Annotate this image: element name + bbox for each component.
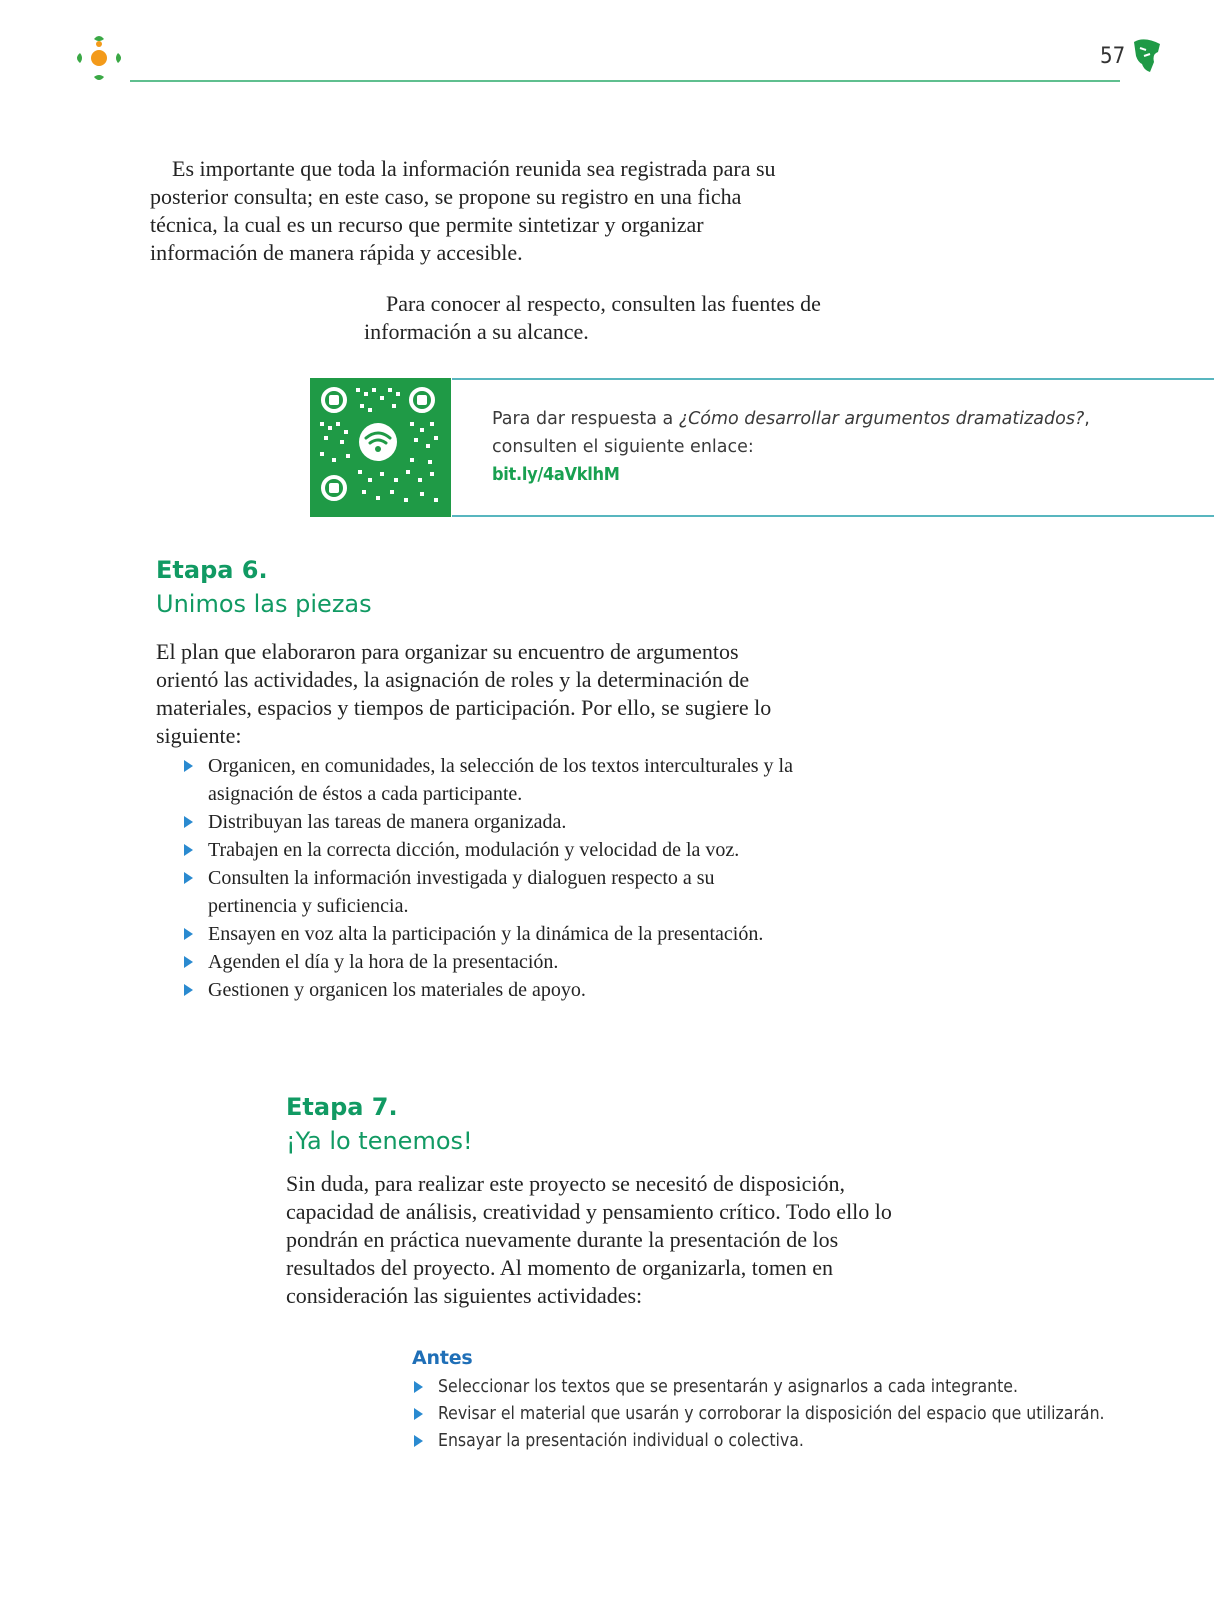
list-item <box>412 1401 1172 1428</box>
page-number: 57 <box>1100 44 1126 69</box>
bullet-icon <box>184 928 193 940</box>
etapa-6-heading <box>156 553 372 621</box>
list-item <box>182 752 802 808</box>
etapa-7-heading <box>286 1090 473 1158</box>
etapa-7-title: ¡Ya lo tenemos! <box>286 1127 473 1155</box>
list-item-text: Trabajen en la correcta dicción, modulación y velocidad de la voz. <box>208 839 740 861</box>
qr-box-top-rule <box>452 378 1214 380</box>
list-item-text: Agenden el día y la hora de la presentación. <box>208 951 559 973</box>
list-item <box>182 976 802 1004</box>
header-rule <box>130 80 1120 82</box>
etapa-6-title: Unimos las piezas <box>156 590 372 618</box>
intro-paragraph: Es importante que toda la información reunida sea registrada para su posterior consulta; en este caso, se propone su registro en una ficha técnica, la cual es un recurso que permite sintetizar y organizar información de manera rápida y accesible. <box>150 156 776 265</box>
etapa-7-paragraph: Sin duda, para realizar este proyecto se necesitó de disposición, capacidad de análisis, creatividad y pensamiento crítico. Todo ello lo pondrán en práctica nuevamente durante la presentación de los resultados del proyecto. Al momento de organizarla, tomen en consideración las siguientes actividades: <box>286 1171 892 1308</box>
bullet-icon <box>184 872 193 884</box>
list-item-text: Seleccionar los textos que se presentarán y asignarlos a cada integrante. <box>438 1377 1018 1397</box>
list-item-text: Ensayar la presentación individual o colectiva. <box>438 1431 804 1451</box>
qr-text-prefix: Para dar respuesta a <box>492 409 679 429</box>
bullet-icon <box>414 1381 423 1393</box>
qr-box-bottom-rule <box>452 515 1214 517</box>
qr-code-icon[interactable] <box>310 378 451 517</box>
list-item <box>182 920 802 948</box>
list-item <box>412 1428 1172 1455</box>
bullet-icon <box>414 1435 423 1447</box>
qr-text-suffix: , <box>1084 409 1090 429</box>
list-item <box>182 864 802 920</box>
antes-list <box>412 1374 1172 1455</box>
etapa-7-number: Etapa 7. <box>286 1093 398 1121</box>
etapa-6-paragraph: El plan que elaboraron para organizar su encuentro de argumentos orientó las actividades, la asignación de roles y la determinación de materiales, espacios y tiempos de participación. Por ello, se sugiere lo siguiente: <box>156 639 772 748</box>
flower-logo-icon <box>72 33 126 83</box>
list-item-text: Consulten la información investigada y dialoguen respecto a su pertinencia y suficiencia. <box>208 867 715 917</box>
bullet-icon <box>414 1408 423 1420</box>
antes-heading: Antes <box>412 1347 473 1369</box>
consult-paragraph: Para conocer al respecto, consulten las fuentes de información a su alcance. <box>364 291 821 344</box>
bullet-icon <box>184 760 193 772</box>
qr-question: ¿Cómo desarrollar argumentos dramatizados? <box>678 409 1085 429</box>
bullet-icon <box>184 816 193 828</box>
list-item <box>182 836 802 864</box>
bullet-icon <box>184 844 193 856</box>
bullet-icon <box>184 956 193 968</box>
list-item-text: Revisar el material que usarán y corroborar la disposición del espacio que utilizarán. <box>438 1404 1105 1424</box>
etapa-6-number: Etapa 6. <box>156 556 268 584</box>
green-glyph-icon <box>1130 38 1164 74</box>
list-item-text: Ensayen en voz alta la participación y la dinámica de la presentación. <box>208 923 764 945</box>
list-item-text: Distribuyan las tareas de manera organizada. <box>208 811 567 833</box>
list-item <box>412 1374 1172 1401</box>
short-link[interactable]: bit.ly/4aVklhM <box>492 464 620 485</box>
bullet-icon <box>184 984 193 996</box>
qr-text-line2: consulten el siguiente enlace: <box>492 437 754 457</box>
list-item-text: Gestionen y organicen los materiales de apoyo. <box>208 979 586 1001</box>
list-item <box>182 948 802 976</box>
list-item <box>182 808 802 836</box>
list-item-text: Organicen, en comunidades, la selección de los textos interculturales y la asignación de éstos a cada participante. <box>208 755 793 805</box>
etapa-6-list <box>182 752 802 1004</box>
qr-box-text <box>492 405 1192 489</box>
